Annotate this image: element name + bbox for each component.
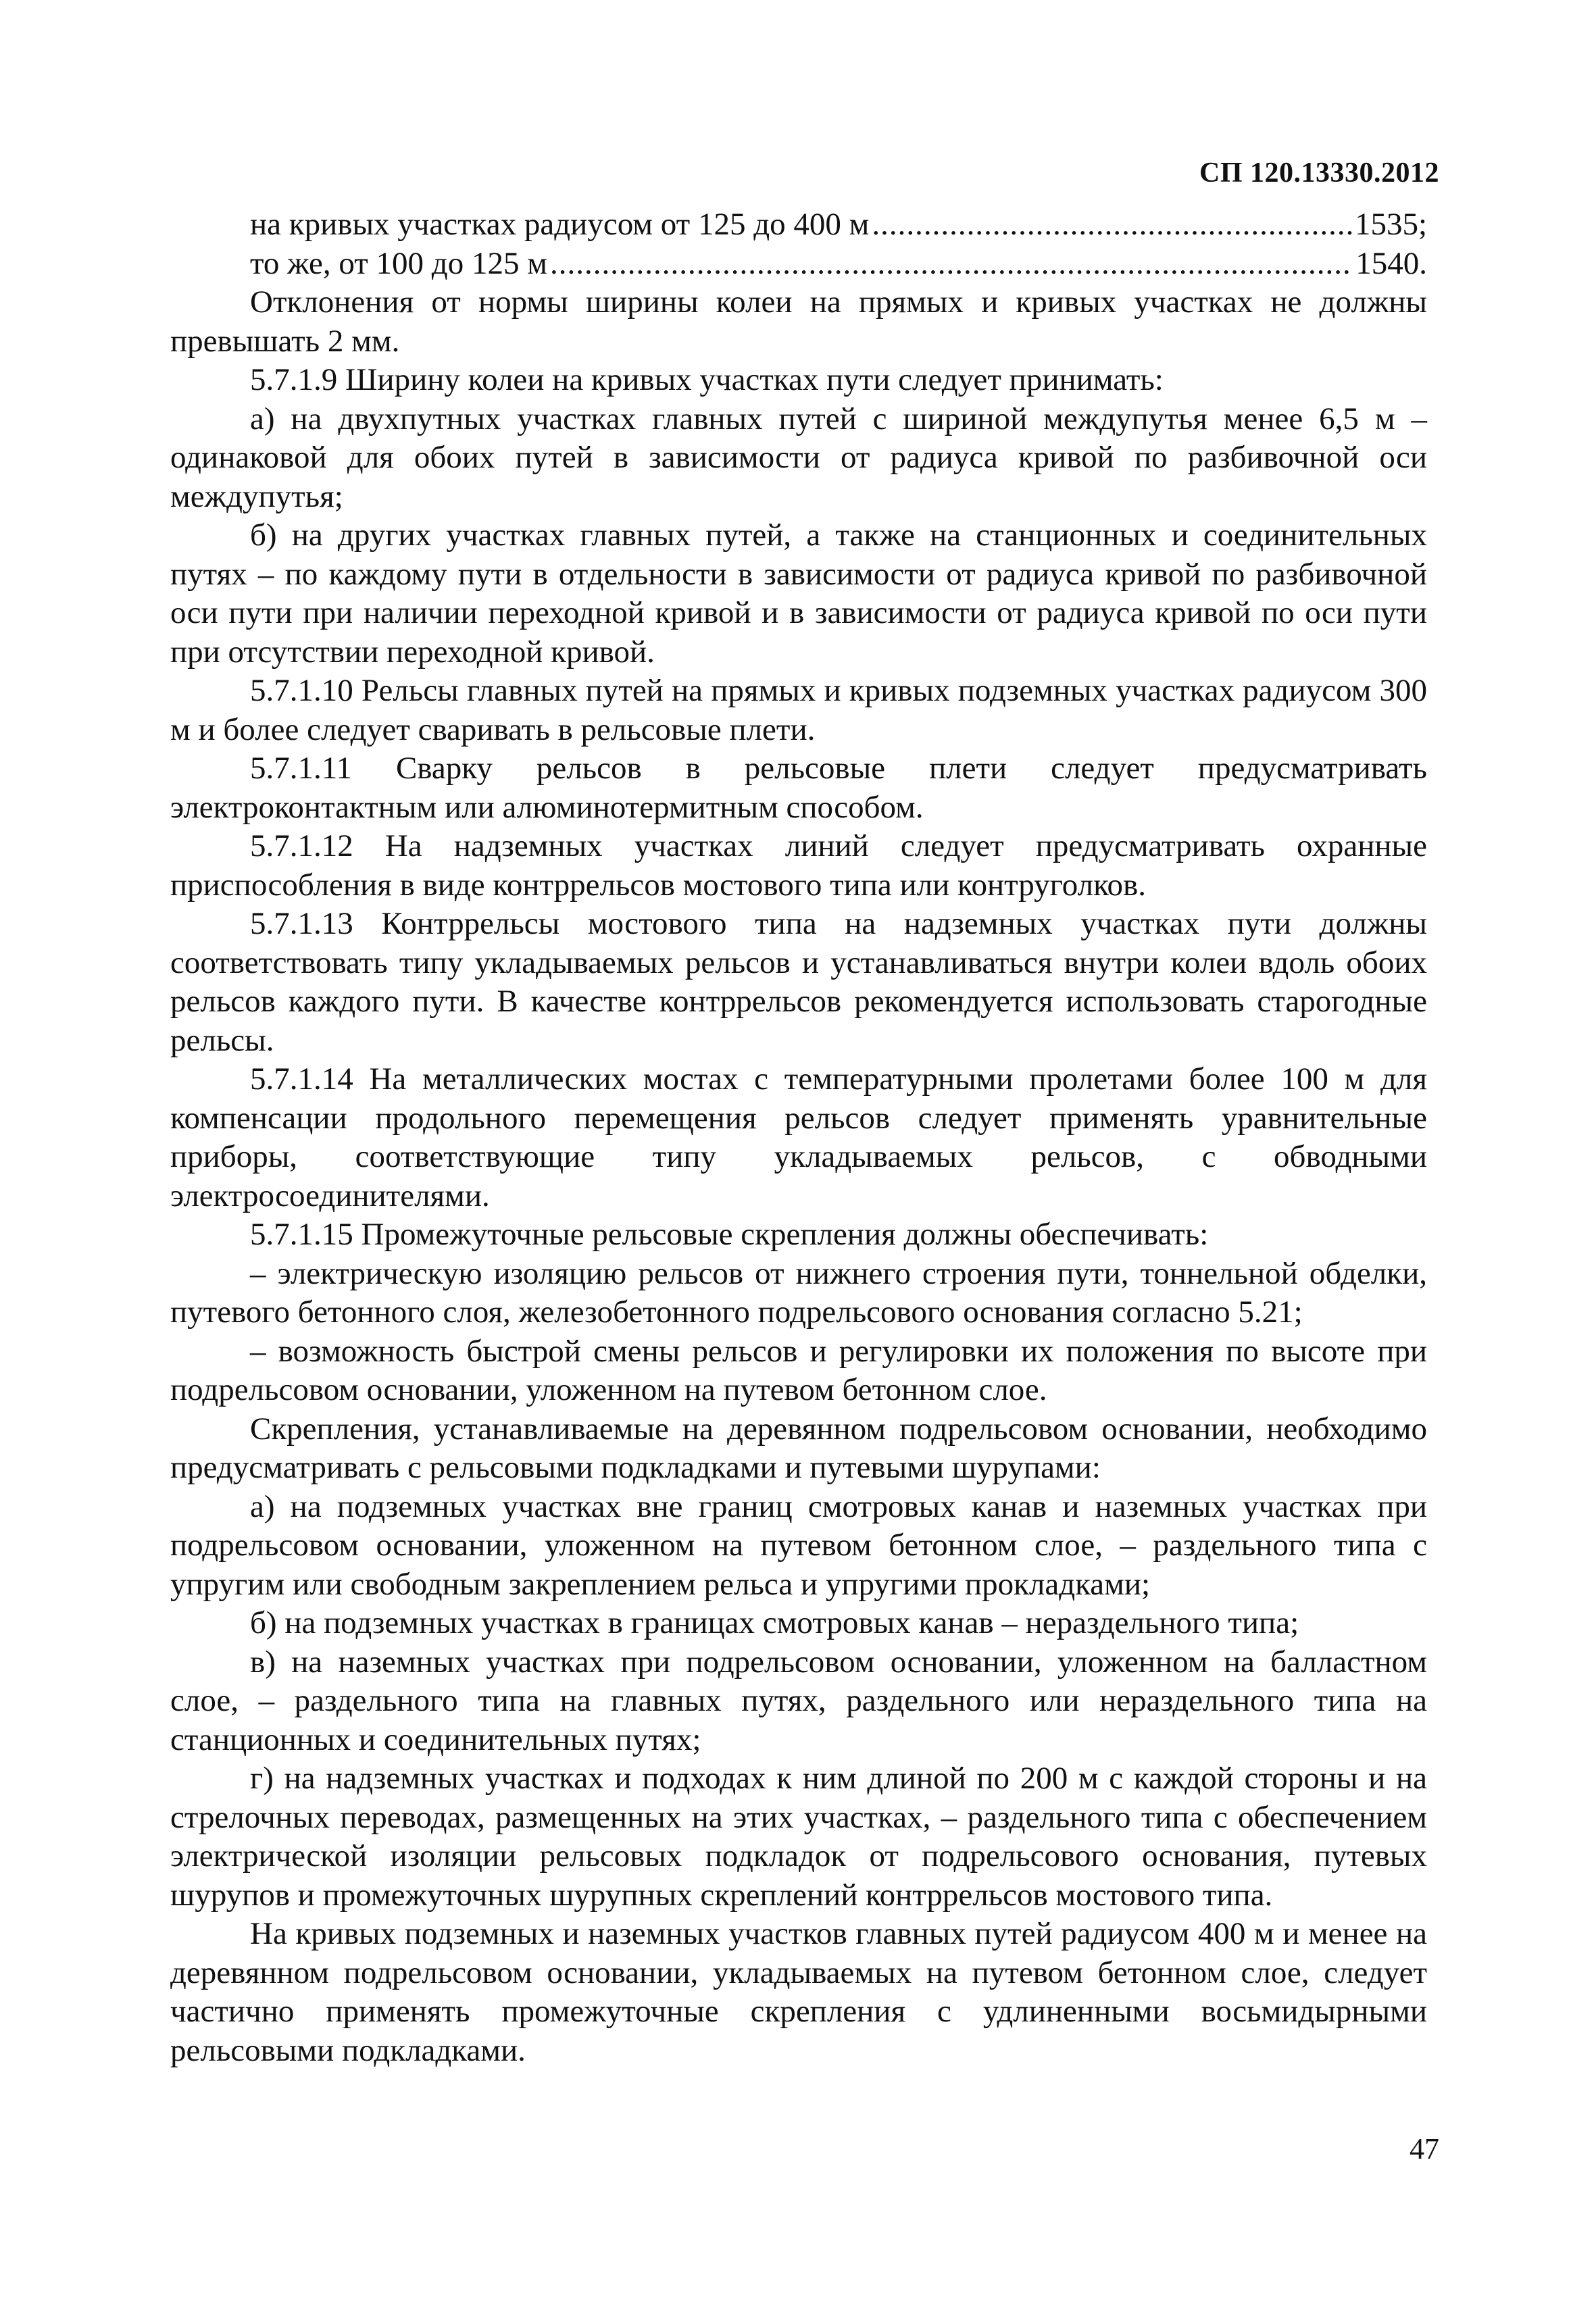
page-number: 47 [1410,2132,1439,2165]
list-item: а) на двухпутных участках главных путей с шириной междупутья менее 6,5 м – одинаковой для обоих путей в зависимости от радиуса кривой по разбивочной оси междупутья; [170,401,1427,514]
gauge-row [170,205,1427,245]
document-code: СП 120.13330.2012 [1199,157,1439,188]
dot-leader [872,205,1352,245]
list-item: – электрическую изоляцию рельсов от нижнего строения пути, тоннельной обделки, путевого бетонного слоя, железобетонного подрельсового основания согласно 5.21; [170,1255,1427,1330]
clause: 5.7.1.12 На надземных участках линий следует предусматривать охранные приспособления в виде контррельсов мостового типа или контруголков. [170,828,1427,903]
clause: 5.7.1.13 Контррельсы мостового типа на надземных участках пути должны соответствовать типу укладываемых рельсов и устанавливаться внутри колеи вдоль обоих рельсов каждого пути. В качестве контррельсов рекомендуется использовать старогодные рельсы. [170,906,1427,1058]
paragraph: Скрепления, устанавливаемые на деревянном подрельсовом основании, необходимо предусматривать с рельсовыми подкладками и путевыми шурупами: [170,1411,1427,1485]
gauge-row [170,245,1427,284]
list-item: б) на других участках главных путей, а также на станционных и соединительных путях – по каждому пути в отдельности в зависимости от радиуса кривой по разбивочной оси пути при наличии переходной кривой и в зависимости от радиуса кривой по оси пути при отсутствии переходной кривой. [170,518,1427,670]
gauge-row-value: 1535; [1354,207,1427,242]
clause: 5.7.1.11 Сварку рельсов в рельсовые плети следует предусматривать электроконтактным или алюминотермитным способом. [170,751,1427,825]
list-item: а) на подземных участках вне границ смотровых канав и наземных участках при подрельсовом основании, уложенном на путевом бетонном слое, – раздельного типа с упругим или свободным закреплением рельса и упругими прокладками; [170,1488,1427,1602]
gauge-row-label: на кривых участках радиусом от 125 до 400 м [250,207,870,242]
list-item: г) на надземных участках и подходах к ним длиной по 200 м с каждой стороны и на стрелочных переводах, размещенных на этих участках, – раздельного типа с обеспечением электрической изоляции рельсовых подкладок от подрельсового основания, путевых шурупов и промежуточных шурупных скреплений контррельсов мостового типа. [170,1761,1427,1913]
dot-leader [550,245,1353,284]
list-item: б) на подземных участках в границах смотровых канав – нераздельного типа; [250,1605,1299,1640]
document-body [170,205,1427,2070]
clause: 5.7.1.14 На металлических мостах с температурными пролетами более 100 м для компенсации продольного перемещения рельсов следует применять уравнительные приборы, соответствующие типу укладываемых рельсов, с обводными электросоединителями. [170,1061,1427,1213]
gauge-row-value: 1540. [1355,245,1427,281]
paragraph: Отклонения от нормы ширины колеи на прямых и кривых участках не должны превышать 2 мм. [170,284,1427,359]
paragraph: На кривых подземных и наземных участков главных путей радиусом 400 м и менее на деревянном подрельсовом основании, укладываемых на путевом бетонном слое, следует частично применять промежуточные скрепления с удлиненными восьмидырными рельсовыми подкладками. [170,1916,1427,2068]
clause: 5.7.1.15 Промежуточные рельсовые скрепления должны обеспечивать: [250,1217,1209,1252]
list-item: в) на наземных участках при подрельсовом основании, уложенном на балластном слое, – раздельного типа на главных путях, раздельного или нераздельного типа на станционных и соединительных путях; [170,1644,1427,1757]
gauge-row-label: то же, от 100 до 125 м [250,245,547,281]
clause: 5.7.1.10 Рельсы главных путей на прямых и кривых подземных участках радиусом 300 м и более следует сваривать в рельсовые плети. [170,673,1427,747]
list-item: – возможность быстрой смены рельсов и регулировки их положения по высоте при подрельсовом основании, уложенном на путевом бетонном слое. [170,1333,1427,1407]
clause-heading: 5.7.1.9 Ширину колеи на кривых участках пути следует принимать: [250,362,1164,397]
